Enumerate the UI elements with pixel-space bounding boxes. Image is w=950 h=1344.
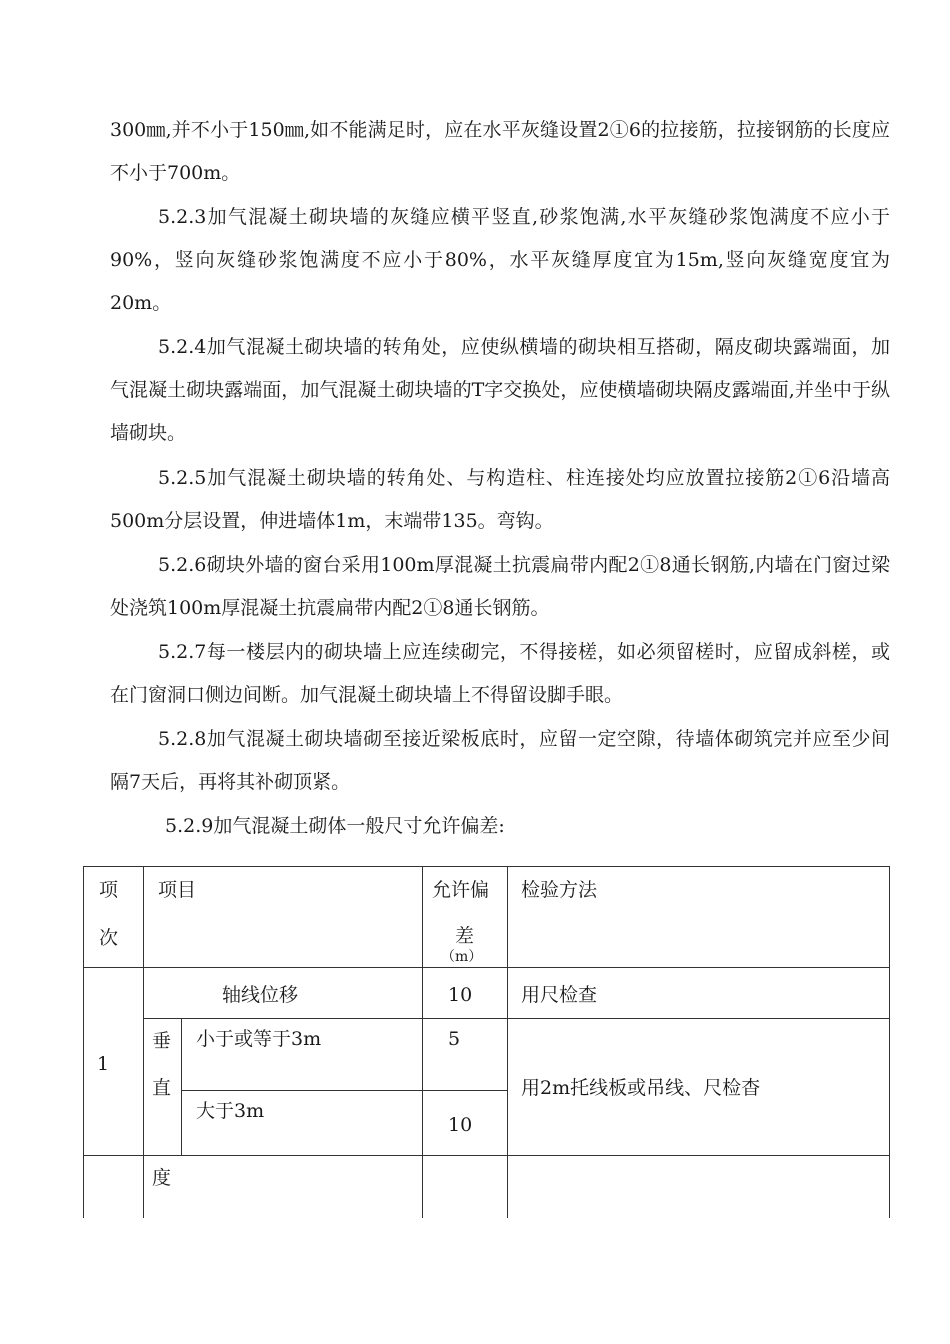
table-border-top [83,866,889,867]
table-subrow-divider [181,1090,507,1091]
row-axis-method: 用尺检查 [521,984,598,1006]
clause-5-2-6 [110,544,890,630]
row-axis-item: 轴线位移 [222,984,299,1006]
clause-5-2-6-text: 5.2.6砌块外墙的窗台采用100m厚混凝土抗震扁带内配2①8通长钢筋,内墙在门窗过梁处浇筑100m厚混凝土抗震扁带内配2①8通长钢筋。 [110,554,890,619]
row-axis-tolerance: 10 [448,984,473,1006]
sub-rows-method: 用2m托线板或吊线、尺检杳 [521,1077,761,1099]
body-paragraph: 300㎜,并不小于150㎜,如不能满足时，应在水平灰缝设置2①6的拉接筋，拉接钢筋的长度应不小于700m。 [110,119,890,184]
header-method: 检验方法 [521,879,598,901]
sub-row2-item: 大于3m [196,1100,265,1122]
header-index-2: 次 [99,927,119,949]
clause-5-2-8 [110,718,890,804]
table-col3-divider [422,866,423,1218]
clause-5-2-4 [110,326,890,455]
clause-5-2-3 [110,196,890,325]
clause-5-2-5-text: 5.2.5加气混凝土砌块墙的转角处、与构造柱、柱连接处均应放置拉接筋2①6沿墙高500m分层设置，伸进墙体1m，末端带135。弯钩。 [110,467,890,532]
clause-5-2-7-text: 5.2.7每一楼层内的砌块墙上应连续砌完，不得接槎，如必须留槎时，应留成斜槎，或在门窗洞口侧边间断。加气混凝土砌块墙上不得留设脚手眼。 [110,641,890,706]
clause-5-2-9: 5.2.9加气混凝土砌体一般尺寸允许偏差: [165,815,505,837]
table-col4-divider [507,866,508,1218]
clause-5-2-8-text: 5.2.8加气混凝土砌块墙砌至接近梁板底时，应留一定空隙，待墙体砌筑完并应至少间隔7天后，再将其补砌顶紧。 [110,728,890,793]
sub-row1-tolerance: 5 [448,1028,461,1050]
clause-5-2-7 [110,631,890,717]
clause-5-2-4-text: 5.2.4加气混凝土砌块墙的转角处，应使纵横墙的砌块相互搭砌，隔皮砌块露端面，加气混凝土砌块露端面，加气混凝土砌块墙的T字交换处，应使横墙砌块隔皮露端面,并坐中于纵墙砌块。 [110,336,890,444]
vertical-label-2: 直 [152,1077,172,1099]
table-subcol-divider [181,1018,182,1155]
table-group-bottom [83,1155,889,1156]
vertical-label-3: 度 [152,1167,172,1189]
clause-5-2-5 [110,457,890,543]
header-tolerance-2: 差 [455,925,475,947]
group-number: 1 [97,1053,110,1075]
sub-row2-tolerance: 10 [448,1114,473,1136]
header-tolerance-unit: （m） [441,949,483,965]
table-col1-divider [143,866,144,1218]
vertical-label-1: 垂 [152,1030,172,1052]
table-header-bottom [83,967,889,968]
sub-row1-item: 小于或等于3m [196,1028,322,1050]
table-border-right [889,866,890,1218]
header-item: 项目 [158,879,197,901]
header-index-1: 项 [99,879,119,901]
table-row1-bottom [143,1018,889,1019]
table-border-left [83,866,84,1218]
clause-5-2-3-text: 5.2.3加气混凝土砌块墙的灰缝应横平竖直,砂浆饱满,水平灰缝砂浆饱满度不应小于90%，竖向灰缝砂浆饱满度不应小于80%，水平灰缝厚度宜为15m,竖向灰缝宽度宜为20m。 [110,206,890,314]
header-tolerance-1: 允许偏 [432,879,490,901]
